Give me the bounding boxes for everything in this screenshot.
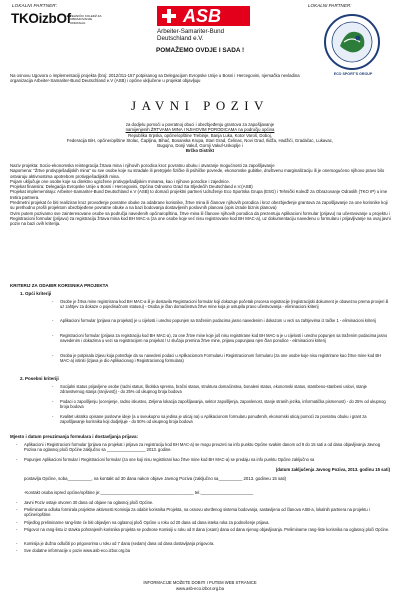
project-subject-paragraph: Predmetni projekat će biti realiziran kroz provođenje povratne obuke za odabrane korisnike, žrtve mina ili članove njihovih porodica i kroz obezbjeđenje grantova za zapošljavanje za one korisnike koji su prethodno prošli projektom obezbijeđene povratne obuke a na bazi bodovanja dostavljenih poslovnih planova (opis izrade biznis planova) <box>10 200 388 211</box>
deadline-title: Mjesto i datum preuzimanja formulara i dostavljanja prijava: <box>10 434 139 439</box>
note-item: - Sve dodatne informacije o poziv www.asb-eco.izbor.org.ba <box>24 548 392 553</box>
implementers-paragraph: Projekat implementiraju: Arbeiter-Samariter-Bund Deutschland e.V (ASB) to domaći projektni partneri Udruženje Eco Sportska Grupa (ESG) i Tehnički Koledž za Obrazovanje Odraslih (TKO IP) u ime tretira partnera. <box>10 189 388 200</box>
footer-info-line: INFORMACIJE MOŽETE DOBITI I PUTEM WEB STRANICE <box>143 580 257 585</box>
deadline-date-line: (datum zaključenja Javnog Poziva, 2013. godinu 15 sati) <box>275 467 390 472</box>
criteria-item: - Podaci o zapošljenju (ocenjenje, radno iskustvo, Zeljena lokacija zapošljavanja, sektor zapošljenja, zaposlenost, stanje stranih jezika, informatička pismenost) - do 25% od ukupnog broja bodova <box>60 399 390 409</box>
asb-org-line1: Arbeiter-Samariter-Bund <box>157 28 225 35</box>
call-paragraph: Ovim putem pozivamo sve zainteresovane osobe sa područja navedenih općina/opština, žrtve mina ili članove njihovih porodica da prezentuju Aplikacioni formular (prijavu) na učestvovanje u projektu i Registracioni formular (prijavu) za registraciju žrtava mina kod BH MAC-a (za one osobe koje već nisu registrovane kod BH MAC-a), uz dokumentaciju navedenu u formularu i prijavljivanje na ovaj javni poziv na bazi ovih kriterija. <box>10 210 391 227</box>
criteria-item: - Registracioni formular (prijava za registraciju kod BH MAC-a), za one žrtve mine koje još nisu registrirane kod BH MAC-a je u cijelosti i uredno popunjen sa traženim podacima jasno navedenim i dokazima u vezi sa registracijom na projekat / U slučaju premina žrtve mine, prijavu popunjava njen član porodice - eliminacioni kriterij <box>60 333 390 343</box>
subtitle-line: za dodjelu pomoći u povratnoj obuci i obezbjeđenju grantova za zapošljavanje <box>125 122 275 127</box>
criteria-title: KRITERIJ ZA ODABIR KORISNIKA PROJEKTA <box>10 283 109 288</box>
definition-paragraph: Pojam uključuje one osobe koje su direktno ugrožene protivpješadijskim minama, kao i njihove porodice i zajednice. <box>10 178 230 184</box>
eco-sports-group-logo-icon <box>322 12 382 72</box>
footer-website-link[interactable]: www.asb-eco.izbor.org.ba <box>176 585 224 591</box>
local-partner-label-left: LOKALNI PARTNER: <box>12 3 58 8</box>
criteria-item: - Kvalitet ukratko opisane poslovne ideje (a u sveukupno sa jedina je uticaj na) u Aplikacionom formularu ponuđenih, ekonomski uticaj pomoći za povratnu obuku i grant za zapošljavanje korisnika koji dodjeljuje - do 50% od ukupnog broja bodova <box>60 414 390 424</box>
intro-paragraph: Na osnovu Ugovora o implementaciji projekta (broj: 2012/311-157 potpisanog sa Delegacijom Evropske Unije u Bosni i Hercegovini, njemačka nevladina organizacija Arbeiter-Samariter-Bund Deutschland e.V (ASB) i općine uključene u projekat objavljuju <box>10 73 300 84</box>
criteria-item: - Osobe je žrtva mine registrirana kod BH MAC-a ili je dostavila Registracioni formular koji dokazuje početak procesa registracije (registracijski dokument je obavezno prema provjeri ili uz zahtjev za dokaze o pojedinačnom statusu) - Osoba je član domaćinstva žrtve mine koja je ustupila pravo učestvovanja - eliminacioni kriterij <box>60 299 390 309</box>
note-item: - Prigovor na rang-listu iz stavka pohranjenih korisnika projekta se podnose Komisiji u roku od 8 dana (osam) dana od dana njenog objavljivanja. Preliminarne rang-liste korisnika na oglasnoj ploči Općine. <box>24 527 392 532</box>
special-criteria-title: 2. Posebni kriteriji <box>20 376 59 381</box>
subtitle-line: Bugojno, Donji Vakuf, Gornji Vakuf-Uskoplje i <box>157 143 243 149</box>
project-name-paragraph: Naziv projekta: Socio-ekonomska reintegracija žrtava mina i njihovih porodica kroz povratnu obuku i otvaranje mogućnosti za zapošljavanje <box>10 163 275 168</box>
note-item: - Javni Poziv ostaje otvoren 30 dana od objave na oglasnoj ploči Općine. <box>24 500 392 505</box>
subtitle-line: Republika Srpska, općine/opštine Trebinje, Banja Luka, Kotor Varoš, Doboj, <box>128 132 272 138</box>
deadline-item: - Popunjen Aplikacioni formular i Registracioni formular (za one koji nisu registrirani kao žrtve mine kod BH MAC-a) se predaju na info punktu Općine zaključno sa <box>24 457 392 462</box>
asb-logo-text: ASB <box>183 6 222 26</box>
criteria-item: - Aplikacioni formular (prijava na projekat) je u cijelosti i uredno popunjen sa traženim podacima jasno navedenim i dokazom u vezi sa zahtjevima iz tačke 1 - eliminacioni kriterij <box>60 318 390 323</box>
project-info <box>10 163 392 227</box>
tko-logo-subtitle: TEHNIČKI KOLEDŽ ZA OBRAZOVANJE ODRASLIH <box>70 14 102 25</box>
asb-org-line2: Deutschland e.V. <box>157 35 204 42</box>
asb-organization-name <box>157 28 267 42</box>
asb-cross-icon <box>162 9 176 23</box>
criteria-item: - Socijalni status prijavljene osobe (radni status, školska sprema, bračni status, struktura domaćinstva, bonaleni status, ekonomski status, stambeno-stanbeni uslovi, stanje zdravstvenog stanja (ranjivost)) - do 25% od ukupnog broja bodova <box>60 384 390 394</box>
asb-logo <box>157 6 250 26</box>
tko-logo: TKOizbOf <box>11 11 71 26</box>
deadline-room-line: postavlja Općine, soba__________, na kontakt od 30 dana nakon objave Javnog Poziva (zaključno sa__________ 2013. godineu 15 sati) <box>24 476 287 481</box>
subtitle-line: Federacija BiH, općine/opštine Stolac, Čapljina, Bihać, Bosanska Krupa, Stari Grad, Čelinac, Novi Grad, Ilidža, Hadžići, Gradačac, Lukavac, <box>66 137 334 143</box>
note-item: - Prijedlog preliminarne rang-liste će biti objavljen na oglasnoj ploči Općine u roku od 20 dana od dana isteka roka za podnošenje prijava. <box>24 520 392 525</box>
note-item: - Preliminarna odluka formirala projektne aktivnosti Komisija za odabir korisnika Projekta, na osnovu utvrđenog sistema bodovanja, sastavljena od članova ASB-a, lokalnih partnera na projektu i općine/opštine. <box>24 507 392 517</box>
eco-logo-caption: ECO SPORT'S GROUP <box>333 72 373 76</box>
subtitle-line: Brčko Distrikt <box>185 148 215 154</box>
financing-paragraph: Projekat finansira: Delegacija Evropske Unije u Bosni i Hercegovini, Općina Odnosno Grad Sa Sljedećih Deutschland e.V.(ASB) <box>10 184 253 190</box>
footer <box>0 580 400 591</box>
criteria-item: - Osoba je potpisala izjavu koja potvrđuje da su navedeni podaci u Aplikacionom Formularu i Registracionom formularu (za one osobe koje nisu registrirane kao žrtve mine kod BH MAC-a) istiniti (izjava je dio Aplikacionog i Registracionog formulara) <box>60 353 390 363</box>
note-paragraph: Napomena: "Žrtve protivpješadijskih mina" su sve osobe koje su stradale ili pretrpjele fizičke ili psihičke povrede, ekonomske gubitke, društvenu marginalizaciju ili je onemogućeno njihovo pravo bilo ostvaruju aktivnostima upotrebom protivpješadijskih mina. <box>10 168 385 179</box>
local-partner-label-right: LOKALNI PARTNER: <box>308 3 352 8</box>
subtitle-block <box>0 122 400 154</box>
deadline-item: - Aplikacioni i Registracioni formular (prijava na projekat i prijava za registraciju kod BH MAC-a) se mogu preuzeti na info punktu Općine svakim danom od 8 do 15 sati a od dana objavljivanja Javnog Poziva na oglasnoj ploči Općine zaključno sa _________________ 2013. godine. <box>24 442 392 452</box>
note-item: - Komisija je dužna odlučiti po prigovorima u roku od 7 dana (sedam) dana od dana dostavljanja prigovora. <box>24 541 392 546</box>
subtitle-line: namijenjenih ŽRTVAMA MINA I NJIHOVIM PORODICAMA na području općina <box>125 127 275 133</box>
asb-slogan: POMAŽEMO OVDJE I SADA ! <box>156 47 245 54</box>
contact-line: -Kontakt osoba ispred općine/opštine je:_______________________________________ tel.______________________ <box>24 490 254 495</box>
general-criteria-title: 1. Opći kriteriji <box>20 291 52 296</box>
page-title: JAVNI POZIV <box>131 98 269 113</box>
